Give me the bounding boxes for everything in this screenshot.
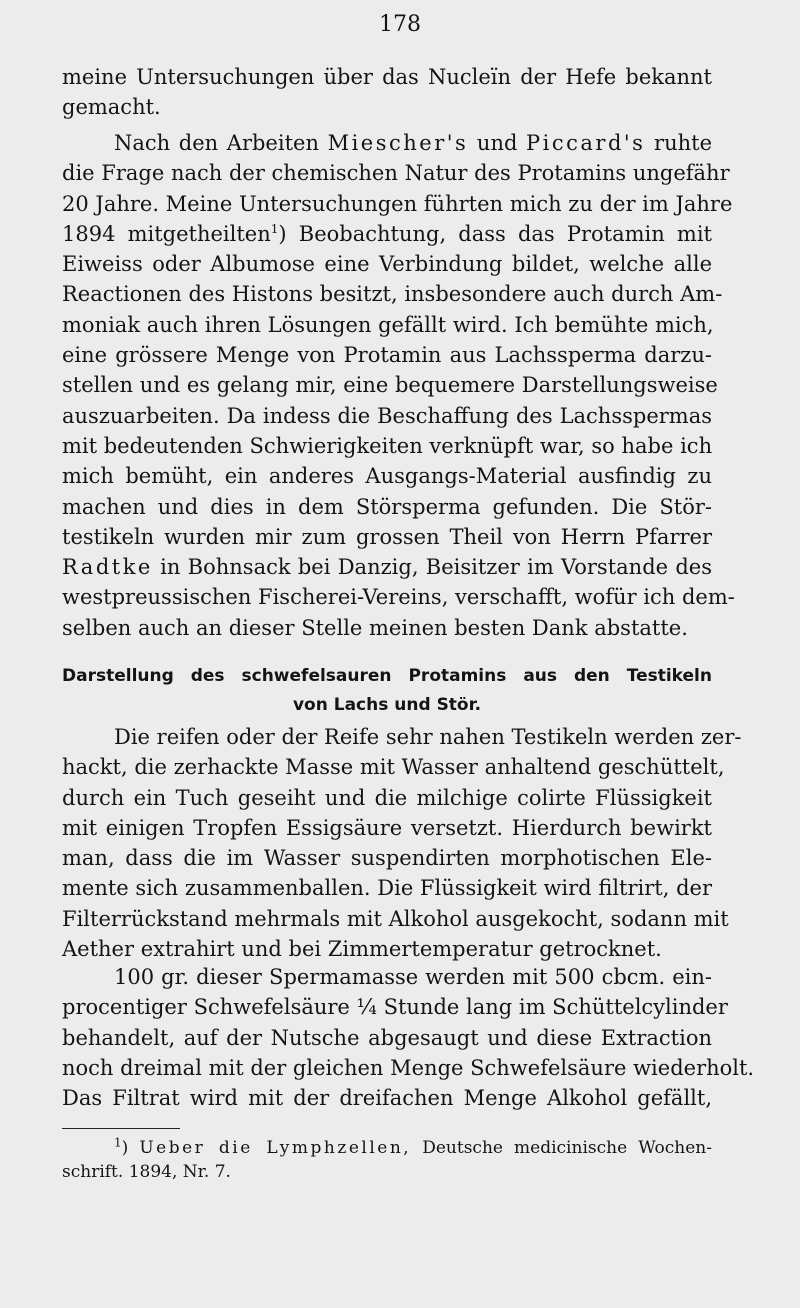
text-fragment: in Bohnsack bei Danzig, Beisitzer im Vorstande des [152,555,712,580]
text-fragment: ) [121,1138,140,1158]
paragraph-extraction [62,962,755,1113]
text-line: Filterrückstand mehrmals mit Alkohol ausgekocht, sodann mit [62,906,729,931]
text-line: hackt, die zerhackte Masse mit Wasser anhaltend geschüttelt, [62,755,725,780]
text-fragment: und [468,131,527,155]
heading-line: Darstellung des schwefelsauren Protamins aus den Testikeln [62,666,712,686]
footnote-reference: 1 [270,221,279,236]
text-line: 100 gr. dieser Spermamasse werden mit 500 cbcm. ein- [114,965,712,989]
text-line: Die reifen oder der Reife sehr nahen Testikeln werden zer- [114,725,742,749]
text-fragment: procentiger Schwefelsäure [62,995,357,1020]
text-line: noch dreimal mit der gleichen Menge Schwefelsäure wiederholt. [62,1055,755,1080]
text-line: man, dass die im Wasser suspendirten morphotischen Ele- [62,846,712,871]
page-number: 178 [379,12,421,37]
footnote-line: schrift. 1894, Nr. 7. [62,1162,231,1182]
fraction: ¼ [356,995,377,1020]
footnote-divider [62,1128,180,1129]
text-line: mente sich zusammenballen. Die Flüssigkeit wird filtrirt, der [62,876,712,901]
text-line: gemacht. [62,95,161,120]
text-line: die Frage nach der chemischen Natur des Protamins ungefähr [62,161,730,186]
text-line: mit einigen Tropfen Essigsäure versetzt. Hierdurch bewirkt [62,815,712,840]
paragraph-procedure [62,722,742,964]
text-line: auszuarbeiten. Da indess die Beschaffung des Lachsspermas [62,403,712,428]
text-fragment: Stunde lang im Schüttelcylinder [376,995,728,1020]
heading-line: von Lachs und Stör. [292,695,482,715]
paragraph-history [62,128,735,643]
text-fragment: ruhte [645,131,712,155]
footnote [62,1136,712,1184]
text-line: testikeln wurden mir zum grossen Theil von Herrn Pfarrer [62,524,712,549]
section-heading [62,662,712,720]
person-name: Radtke [62,555,153,580]
text-line: Eiweiss oder Albumose eine Verbindung bildet, welche alle [62,252,712,277]
text-fragment: 1894 mitgetheilten [62,221,271,246]
footnote-mark: 1 [114,1135,122,1150]
text-line: Aether extrahirt und bei Zimmertemperatur getrocknet. [62,937,662,962]
text-line: eine grössere Menge von Protamin aus Lachssperma darzu- [62,343,712,368]
text-fragment: Deutsche medicinische Wochen- [411,1138,712,1158]
text-line [62,219,712,249]
text-line [62,552,712,582]
text-line: 20 Jahre. Meine Untersuchungen führten mich zu der im Jahre [62,191,733,216]
footnote-line [62,1136,712,1160]
text-line: mich bemüht, ein anderes Ausgangs-Material ausfindig zu [62,464,712,489]
text-line: Reactionen des Histons besitzt, insbesondere auch durch Am- [62,282,723,307]
paragraph-continuation [62,62,712,123]
text-line [62,128,712,158]
text-line: behandelt, auf der Nutsche abgesaugt und diese Extraction [62,1025,712,1050]
text-line: mit bedeutenden Schwierigkeiten verknüpft war, so habe ich [62,433,713,458]
text-line: Das Filtrat wird mit der dreifachen Menge Alkohol gefällt, [62,1086,712,1111]
text-line: meine Untersuchungen über das Nucleïn der Hefe bekannt [62,65,712,89]
text-line [62,992,728,1022]
author-name: Piccard's [526,131,646,155]
cited-title: Ueber die Lymphzellen, [139,1138,412,1158]
text-line: stellen und es gelang mir, eine bequemere Darstellungsweise [62,373,718,398]
text-line: westpreussischen Fischerei-Vereins, verschafft, wofür ich dem- [62,585,735,610]
text-line: moniak auch ihren Lösungen gefällt wird. Ich bemühte mich, [62,312,714,337]
text-line: durch ein Tuch geseiht und die milchige colirte Flüssigkeit [62,785,712,810]
author-name: Miescher's [327,131,469,155]
text-line: machen und dies in dem Störsperma gefunden. Die Stör- [62,494,712,519]
text-fragment: ) Beobachtung, dass das Protamin mit [278,221,712,246]
text-line: selben auch an dieser Stelle meinen besten Dank abstatte. [62,615,688,640]
text-fragment: Nach den Arbeiten [114,131,328,155]
